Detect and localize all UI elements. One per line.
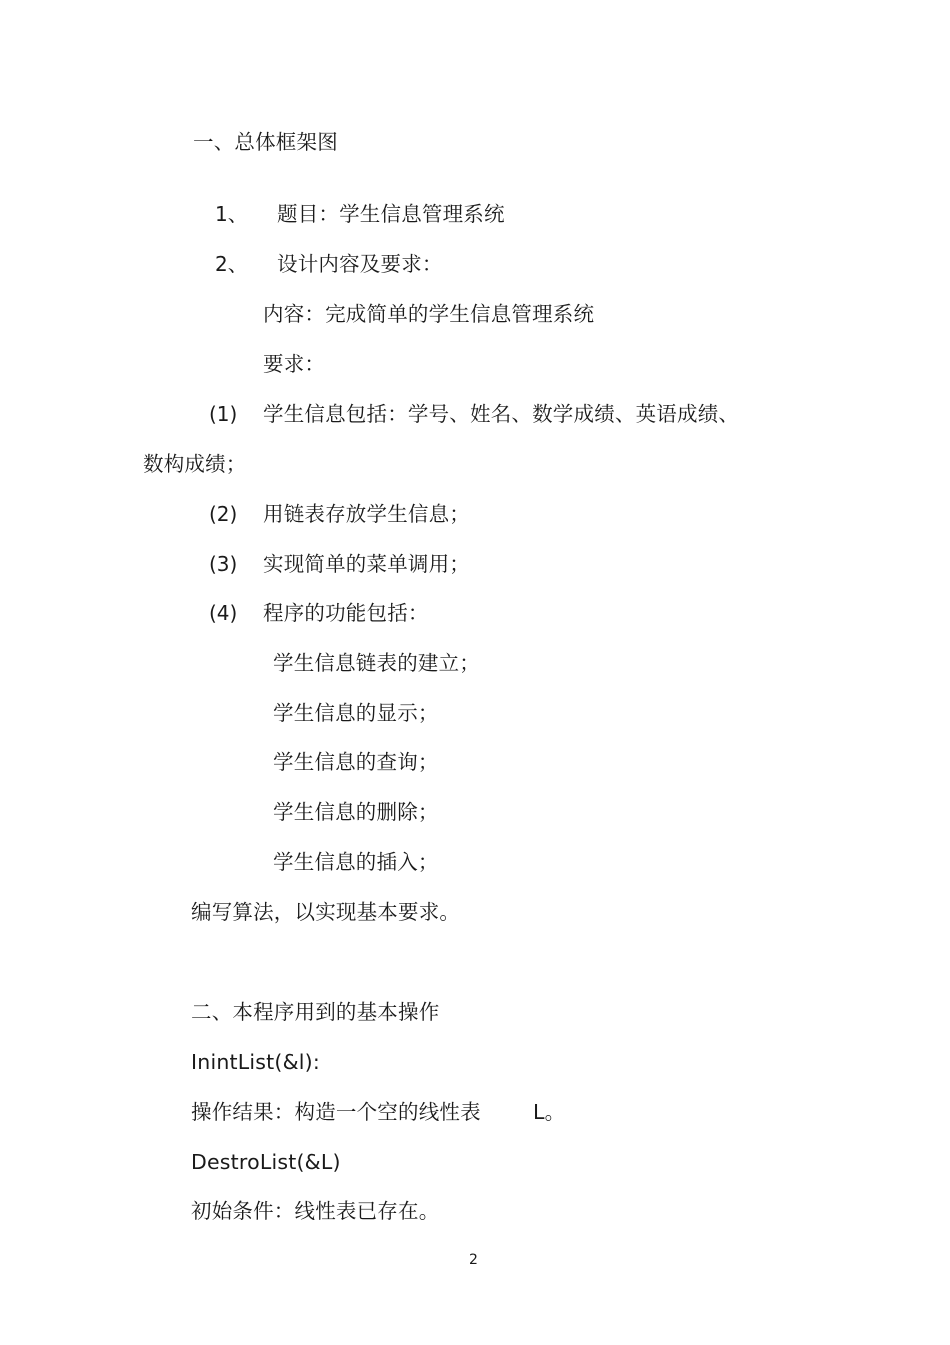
item-2-text: 设计内容及要求：: [277, 252, 443, 276]
requirement-1-text: 学生信息包括：学号、姓名、数学成绩、英语成绩、: [263, 402, 740, 426]
operation-2-name: DestroList(&L): [191, 1150, 341, 1174]
requirement-3-text: 实现简单的菜单调用；: [263, 552, 470, 576]
requirement-1-number: (1): [209, 402, 238, 426]
section2-heading: 二、本程序用到的基本操作: [191, 1000, 440, 1024]
item-1-number: 1、: [215, 202, 248, 226]
section1-heading: 一、总体框架图: [193, 130, 338, 154]
requirements-label: 要求：: [263, 352, 326, 376]
function-item: 学生信息的显示；: [273, 701, 439, 725]
item-2-number: 2、: [215, 252, 248, 276]
requirement-2-number: (2): [209, 502, 238, 526]
item-1-text: 题目：学生信息管理系统: [277, 202, 505, 226]
closing-line: 编写算法，以实现基本要求。: [191, 900, 461, 924]
content-line: 内容：完成简单的学生信息管理系统: [263, 302, 595, 326]
requirement-2-text: 用链表存放学生信息；: [263, 502, 470, 526]
operation-1-result: 操作结果：构造一个空的线性表: [191, 1100, 481, 1124]
page-number: 2: [469, 1252, 478, 1268]
operation-1-result-suffix: L。: [533, 1100, 566, 1124]
operation-1-name: InintList(&l):: [191, 1050, 320, 1074]
requirement-3-number: (3): [209, 552, 238, 576]
function-item: 学生信息的插入；: [273, 850, 439, 874]
function-item: 学生信息链表的建立；: [273, 651, 480, 675]
requirement-4-number: (4): [209, 601, 238, 625]
requirement-1-continuation: 数构成绩；: [143, 452, 247, 476]
function-item: 学生信息的查询；: [273, 750, 439, 774]
function-item: 学生信息的删除；: [273, 800, 439, 824]
requirement-4-text: 程序的功能包括：: [263, 601, 429, 625]
operation-2-condition: 初始条件：线性表已存在。: [191, 1199, 440, 1223]
